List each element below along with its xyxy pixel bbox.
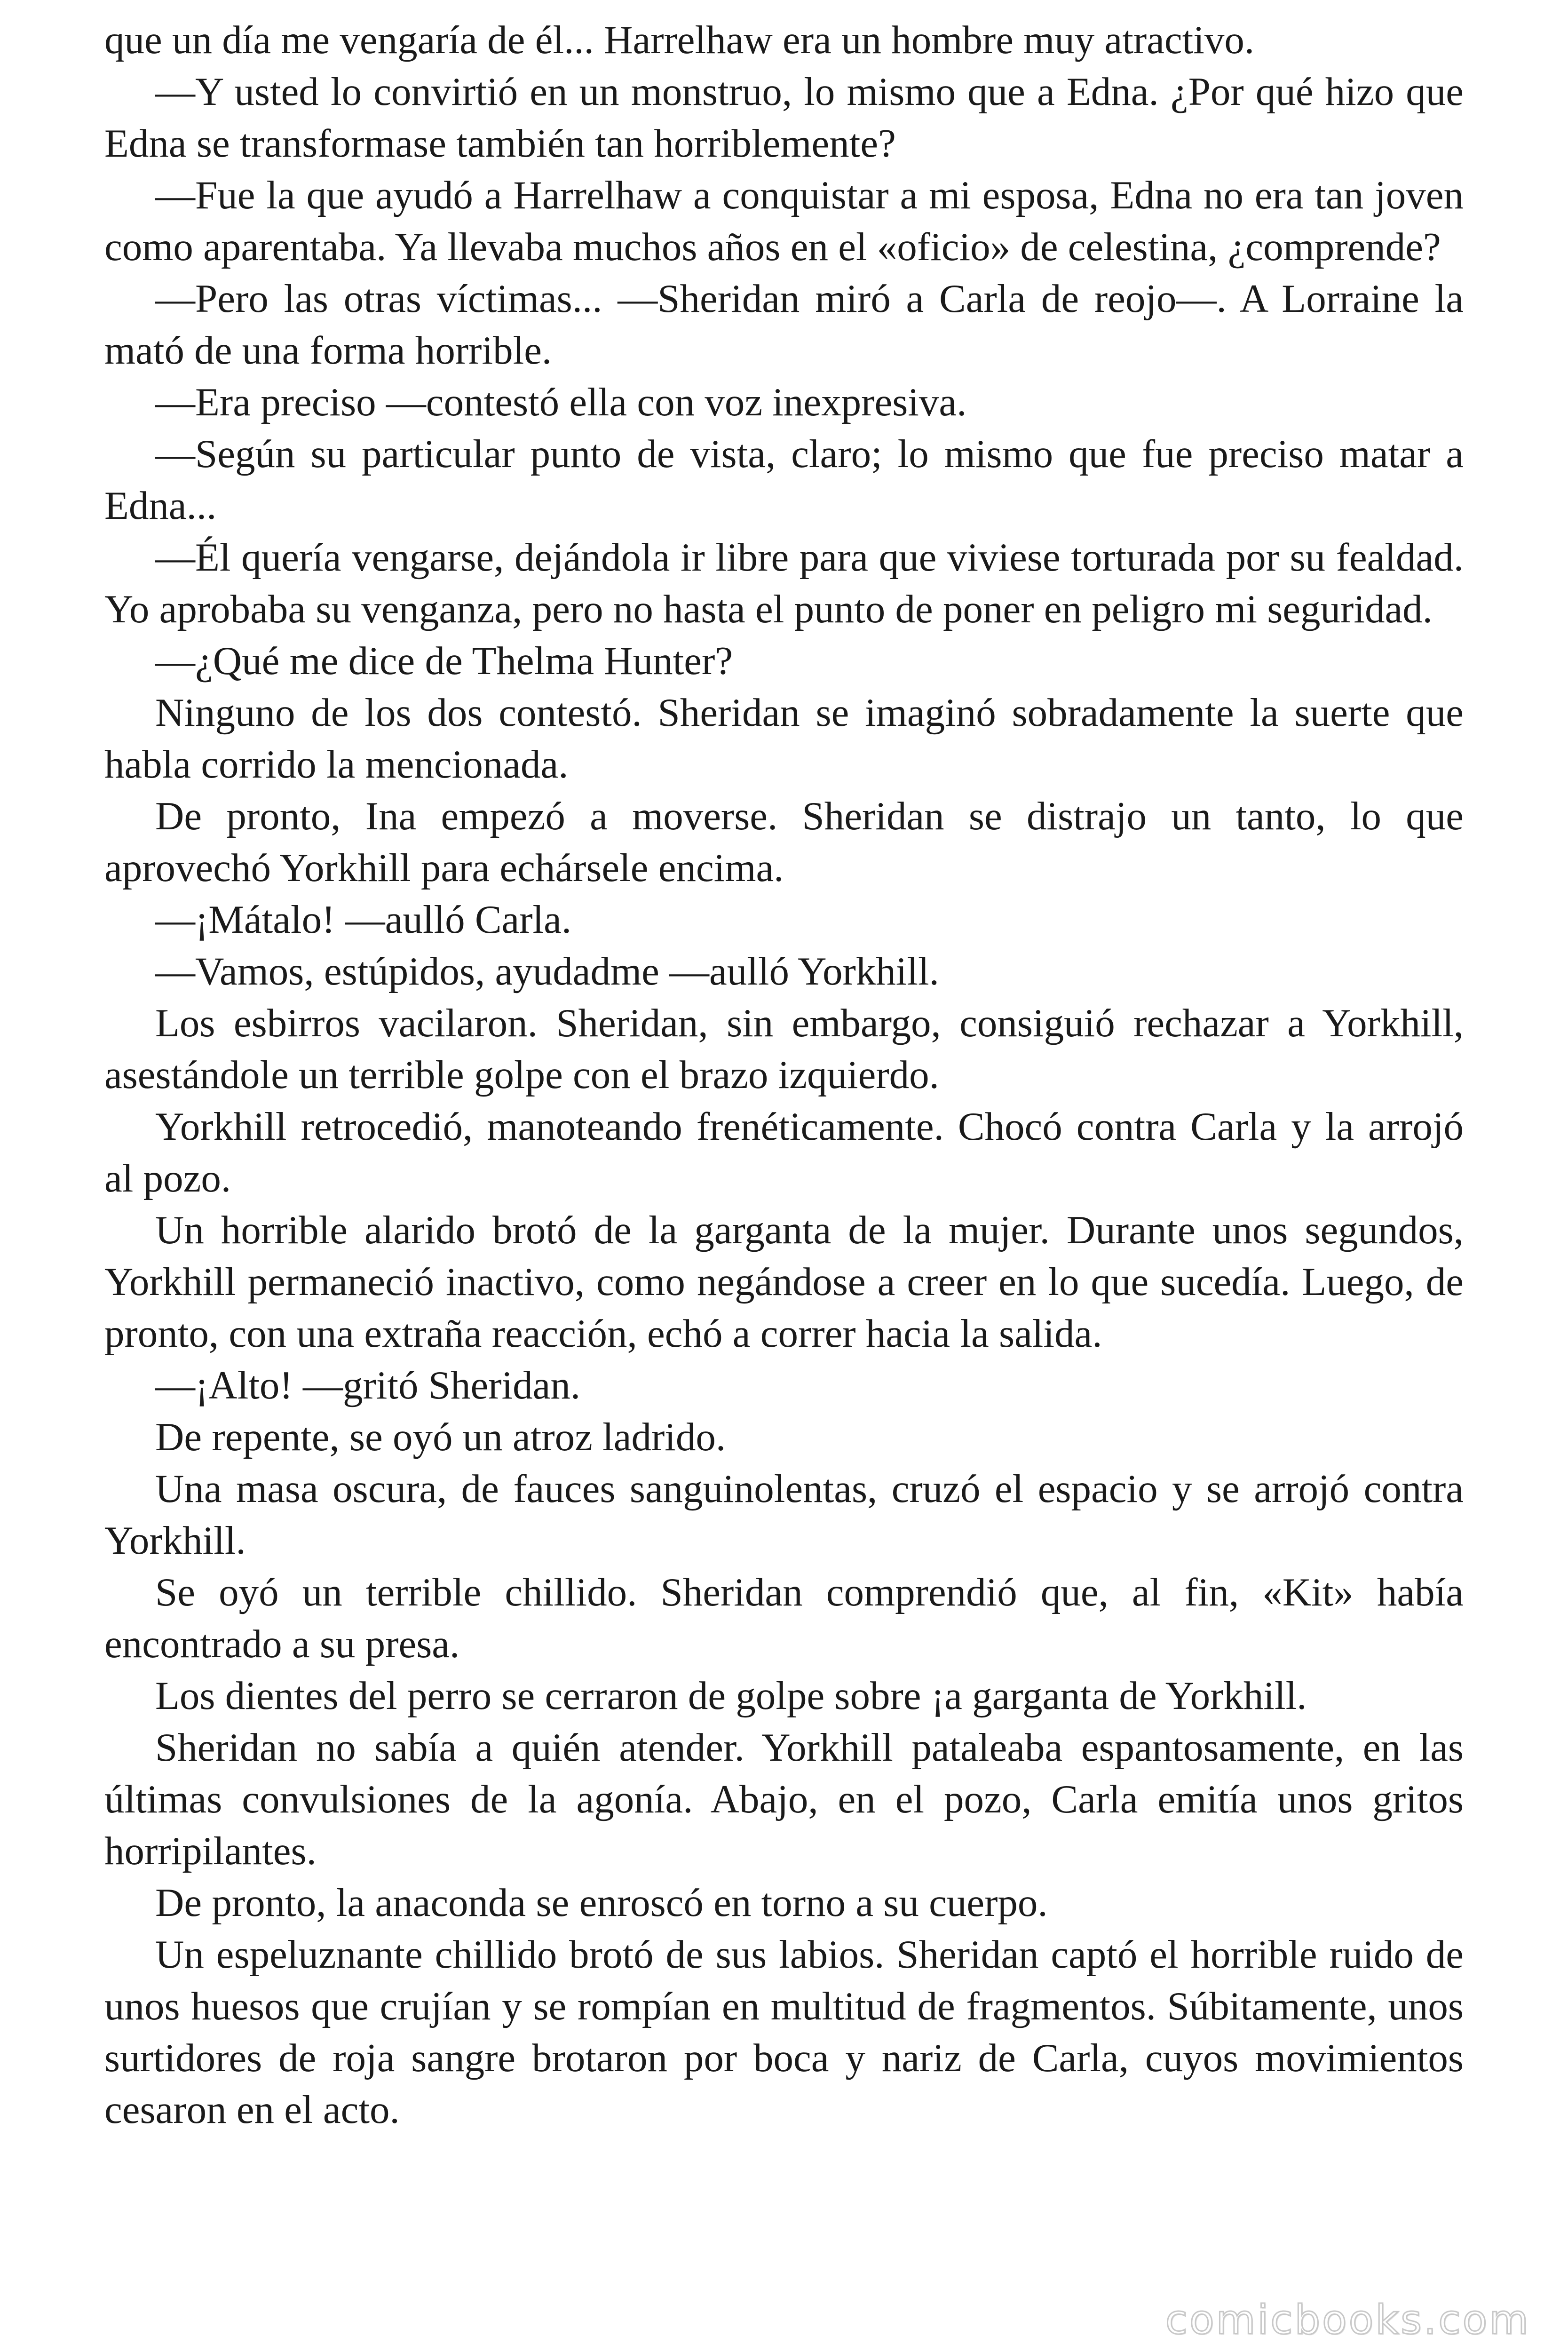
paragraph: —Vamos, estúpidos, ayudadme —aulló Yorkhill. bbox=[155, 949, 939, 993]
paragraph: Un horrible alarido brotó de la garganta de la mujer. Durante unos segundos, Yorkhill permaneció inactivo, como negándose a creer en lo que sucedía. Luego, de pronto, con una extraña reacción, echó a correr hacia la salida. bbox=[104, 1208, 1464, 1356]
paragraph: Los esbirros vacilaron. Sheridan, sin embargo, consiguió rechazar a Yorkhill, asestándole un terrible golpe con el brazo izquierdo. bbox=[104, 1001, 1464, 1097]
paragraph: De pronto, la anaconda se enroscó en torno a su cuerpo. bbox=[155, 1881, 1048, 1925]
paragraph: —Según su particular punto de vista, claro; lo mismo que fue preciso matar a Edna... bbox=[104, 432, 1464, 528]
paragraph: que un día me vengaría de él... Harrelhaw era un hombre muy atractivo. bbox=[104, 18, 1255, 62]
watermark: comicbooks.com bbox=[1165, 2296, 1530, 2344]
paragraph: Una masa oscura, de fauces sanguinolentas, cruzó el espacio y se arrojó contra Yorkhill. bbox=[104, 1467, 1464, 1563]
paragraph: De repente, se oyó un atroz ladrido. bbox=[155, 1415, 726, 1459]
paragraph: —¿Qué me dice de Thelma Hunter? bbox=[155, 639, 733, 683]
paragraph: —Pero las otras víctimas... —Sheridan miró a Carla de reojo—. A Lorraine la mató de una forma horrible. bbox=[104, 277, 1464, 373]
paragraph: Un espeluznante chillido brotó de sus labios. Sheridan captó el horrible ruido de unos huesos que crujían y se rompían en multitud de fragmentos. Súbitamente, unos surtidores de roja sangre brotaron por boca y nariz de Carla, cuyos movimientos cesaron en el acto. bbox=[104, 1932, 1464, 2132]
paragraph: —Fue la que ayudó a Harrelhaw a conquistar a mi esposa, Edna no era tan joven como aparentaba. Ya llevaba muchos años en el «oficio» de celestina, ¿comprende? bbox=[104, 173, 1464, 269]
paragraph: —¡Alto! —gritó Sheridan. bbox=[155, 1363, 581, 1407]
paragraph: —Él quería vengarse, dejándola ir libre para que viviese torturada por su fealdad. Yo aprobaba su venganza, pero no hasta el punto de poner en peligro mi seguridad. bbox=[104, 535, 1464, 631]
paragraph: Los dientes del perro se cerraron de golpe sobre ¡a garganta de Yorkhill. bbox=[155, 1674, 1307, 1718]
paragraph: —Y usted lo convirtió en un monstruo, lo mismo que a Edna. ¿Por qué hizo que Edna se transformase también tan horriblemente? bbox=[104, 70, 1464, 166]
page-text bbox=[104, 14, 1464, 2136]
paragraph: —¡Mátalo! —aulló Carla. bbox=[155, 898, 572, 942]
paragraph: Se oyó un terrible chillido. Sheridan comprendió que, al fin, «Kit» había encontrado a su presa. bbox=[104, 1570, 1464, 1666]
paragraph: De pronto, Ina empezó a moverse. Sheridan se distrajo un tanto, lo que aprovechó Yorkhill para echársele encima. bbox=[104, 794, 1464, 890]
paragraph: —Era preciso —contestó ella con voz inexpresiva. bbox=[155, 380, 967, 424]
paragraph: Sheridan no sabía a quién atender. Yorkhill pataleaba espantosamente, en las últimas convulsiones de la agonía. Abajo, en el pozo, Carla emitía unos gritos horripilantes. bbox=[104, 1725, 1464, 1873]
paragraph: Ninguno de los dos contestó. Sheridan se imaginó sobradamente la suerte que habla corrido la mencionada. bbox=[104, 691, 1464, 787]
paragraph: Yorkhill retrocedió, manoteando frenéticamente. Chocó contra Carla y la arrojó al pozo. bbox=[104, 1104, 1464, 1200]
